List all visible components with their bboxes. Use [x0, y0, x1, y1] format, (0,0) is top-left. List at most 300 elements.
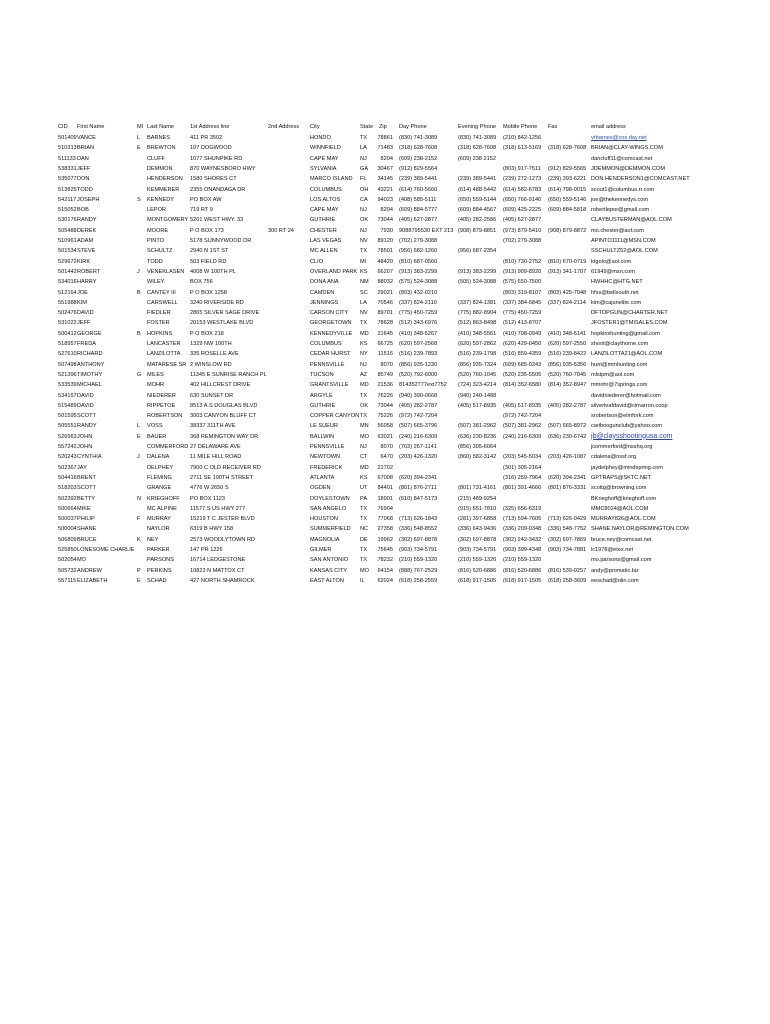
cell-day-phone: (336) 548-8552 — [399, 526, 438, 533]
cell-zip: 8204 — [380, 155, 393, 162]
cell-zip: 85749 — [377, 371, 393, 378]
cell-email: mmohr@7springs.com — [591, 382, 648, 389]
cell-mi: L — [137, 135, 141, 141]
cell-first-name: KIM — [77, 299, 87, 306]
cell-address-1: 16714 LEDGESTONE — [190, 557, 246, 564]
cell-city: GRANTSVILLE — [310, 382, 349, 389]
cell-email: APINTO1111@MSN.COM — [591, 238, 656, 244]
cell-first-name: BETTY — [77, 495, 96, 502]
cell-cid: 518203 — [58, 485, 77, 492]
cell-day-phone: (702) 279-3088 — [399, 238, 438, 244]
table-row — [0, 143, 770, 153]
cell-cid: 506809 — [58, 536, 77, 543]
cell-city: GEORGETOWN — [310, 320, 352, 327]
table-row — [0, 504, 770, 514]
cell-state: MN — [360, 423, 369, 430]
cell-fax: (516) 239-8422 — [548, 351, 587, 358]
cell-mobile-phone: (301) 305-2164 — [503, 464, 542, 471]
cell-day-phone: (620) 597-2568 — [399, 341, 438, 347]
cell-fax: (903) 734-7881 — [548, 547, 587, 553]
cell-mobile-phone: (816) 520-6886 — [503, 567, 542, 574]
cell-cid: 513825 — [58, 186, 77, 193]
cell-evening-phone: (816) 520-6886 — [458, 567, 497, 574]
cell-evening-phone: (410) 348-5561 — [458, 330, 497, 337]
cell-last-name: MILES — [147, 371, 164, 378]
cell-state: TX — [360, 516, 368, 523]
cell-address-1: 147 PR 1226 — [190, 547, 223, 553]
cell-mobile-phone: (609) 685-0243 — [503, 361, 542, 368]
cell-address-1: 11577 S US HWY 277 — [190, 505, 246, 512]
cell-city: OVERLAND PARK — [310, 268, 358, 275]
cell-email: mo.parsons@gmail.com — [591, 557, 652, 564]
cell-mi: P — [137, 567, 141, 574]
cell-cid: 551988 — [58, 299, 77, 306]
cell-address-1: 503 FIELD RD — [190, 258, 227, 265]
cell-address-1: P O BOX 173 — [190, 227, 224, 234]
cell-last-name: SCHAD — [147, 577, 167, 584]
cell-city: MARCO ISLAND — [310, 176, 353, 183]
cell-first-name: ANDREW — [77, 567, 102, 574]
table-row — [0, 432, 770, 442]
cell-first-name: ROBERT — [77, 268, 101, 275]
cell-state: FL — [360, 176, 367, 183]
cell-mi: E — [137, 145, 141, 152]
cell-last-name: COMMERFORD — [147, 444, 189, 450]
table-row — [0, 452, 770, 462]
cell-first-name: MIKE — [77, 505, 91, 512]
cell-city: SUMMERFIELD — [310, 526, 351, 533]
cell-zip: 73044 — [377, 402, 393, 409]
cell-state: CT — [360, 454, 368, 461]
cell-address-1: 20153 WESTLAKE BLVD — [190, 320, 254, 327]
cell-state: TX — [360, 557, 368, 564]
cell-day-phone: (888) 767-2529 — [399, 567, 438, 574]
cell-fax: (614) 798-0015 — [548, 186, 587, 193]
cell-state: OK — [360, 402, 369, 409]
cell-email: joe@thekennedys.com — [591, 196, 648, 203]
cell-mi: B — [137, 330, 141, 337]
cell-last-name: NIEDERER — [147, 392, 176, 399]
header-last-name: Last Name — [147, 124, 175, 130]
cell-mobile-phone: (801) 391-4666 — [503, 485, 542, 492]
cell-evening-phone: (908) 879-8851 — [458, 227, 497, 234]
cell-address-1: 27 DELAWARE AVE — [190, 444, 241, 450]
cell-last-name: VOSS — [147, 423, 163, 430]
cell-email: LANZILOTTA21@AOL.COM — [591, 351, 663, 358]
cell-zip: 75226 — [377, 413, 393, 420]
cell-address-1: 5201 WEST HWY. 33 — [190, 217, 244, 224]
cell-fax: (336) 548-7752 — [548, 526, 587, 533]
cell-address-1: 107 DOGWOOD — [190, 145, 232, 152]
cell-day-phone: (620) 394-2341 — [399, 474, 438, 481]
cell-last-name: KEMMERER — [147, 186, 180, 193]
cell-mi: S — [137, 196, 141, 203]
cell-zip: 77068 — [377, 516, 393, 523]
cell-last-name: DALENA — [147, 454, 170, 461]
cell-mobile-phone: (973) 879-5410 — [503, 227, 542, 234]
cell-address-2: 300 RT 24 — [268, 227, 294, 234]
cell-city: JENNINGS — [310, 299, 339, 306]
cell-state: NC — [360, 526, 369, 533]
cell-day-phone: (337) 824-2110 — [399, 299, 437, 306]
cell-last-name: ROBERTSON — [147, 413, 183, 420]
table-row — [0, 195, 770, 205]
table-row — [0, 288, 770, 298]
cell-city: ATLANTA — [310, 474, 335, 481]
header-address-1: 1st Address line — [190, 124, 230, 130]
cell-zip: 71483 — [377, 145, 393, 152]
cell-day-phone: (507) 665-3796 — [399, 423, 438, 430]
cell-email: cariboogunclub@yahoo.com — [591, 423, 662, 430]
cell-first-name: LONESOME CHARLIE — [77, 547, 135, 553]
cell-cid: 502476 — [58, 310, 77, 317]
cell-fax: (609) 884-5818 — [548, 207, 587, 214]
cell-last-name: PERKINS — [147, 567, 172, 574]
cell-email: CLAYBUSTERMAN@AOL.COM — [591, 217, 672, 224]
cell-day-phone: (775) 450-7259 — [399, 310, 438, 317]
table-row — [0, 174, 770, 184]
cell-address-1: P O BOX 1258 — [190, 289, 227, 296]
cell-state: MD — [360, 382, 369, 389]
cell-mobile-phone: (618) 917-1505 — [503, 577, 542, 584]
cell-cid: 500664 — [58, 505, 77, 512]
cell-evening-phone: (956) 687-2354 — [458, 248, 497, 255]
cell-zip: 11516 — [377, 351, 393, 358]
cell-city: SAN ANGELO — [310, 505, 347, 512]
table-row — [0, 329, 770, 339]
cell-evening-phone: (856) 935-7324 — [458, 361, 497, 368]
cell-evening-phone: (609) 238 2152 — [458, 155, 496, 162]
cell-day-phone: (609) 884-5777 — [399, 207, 438, 214]
cell-last-name: CANTEY III — [147, 289, 176, 296]
cell-cid: 505732 — [58, 567, 77, 574]
cell-email: bruce.ney@comcast.net — [591, 536, 652, 543]
cell-city: CLIO — [310, 258, 324, 265]
cell-address-1: PO BOX AW — [190, 196, 222, 203]
cell-email: SHANE.NAYLOR@REMINGTON.COM — [591, 526, 689, 533]
cell-mobile-phone: (210) 559-1320 — [503, 557, 542, 564]
table-row — [0, 401, 770, 411]
cell-mi: B — [137, 289, 141, 296]
cell-cid: 530176 — [58, 217, 77, 224]
cell-cid: 510313 — [58, 145, 77, 152]
cell-email: hunt@mmhunting.com — [591, 361, 648, 368]
cell-zip: 8204 — [380, 207, 393, 214]
cell-day-phone: (610) 847-5173 — [399, 495, 438, 502]
table-row — [0, 154, 770, 164]
cell-day-phone: (913) 383-2299 — [399, 268, 438, 275]
cell-zip: 88032 — [377, 279, 393, 286]
cell-zip: 8070 — [380, 444, 393, 450]
cell-last-name: MONTGOMERY — [147, 217, 189, 224]
cell-cid: 502367 — [58, 464, 77, 471]
cell-city: FREDERICK — [310, 464, 343, 471]
cell-address-1: P O BOX 218 — [190, 330, 224, 337]
table-row — [0, 226, 770, 236]
cell-cid: 504416 — [58, 474, 77, 481]
cell-last-name: FOSTER — [147, 320, 170, 327]
cell-cid: 557115 — [58, 577, 77, 584]
cell-first-name: CYNTHIA — [77, 454, 102, 461]
cell-evening-phone: (860) 582-3142 — [458, 454, 497, 461]
cell-email: JFOSTER1@TMISALES.COM — [591, 320, 668, 327]
cell-mi: F — [137, 516, 141, 523]
cell-first-name: JOHN — [77, 433, 93, 440]
cell-mi: G — [137, 371, 142, 378]
cell-first-name: SHANE — [77, 526, 97, 533]
cell-mi: J — [137, 454, 140, 461]
cell-first-name: DAVID — [77, 392, 94, 399]
cell-city: MAGNOLIA — [310, 536, 340, 543]
cell-address-1: BOX 756 — [190, 279, 213, 286]
table-row — [0, 185, 770, 195]
cell-fax: (520) 760-7045 — [548, 371, 587, 378]
cell-mobile-phone: (337) 384-6845 — [503, 299, 542, 306]
cell-address-1: 402 HILLCREST DRIVE — [190, 382, 251, 389]
cell-email: mo.chester@aol.com — [591, 227, 644, 234]
cell-city: COLUMBUS — [310, 186, 342, 193]
cell-state: TX — [360, 413, 368, 420]
cell-zip: 34145 — [377, 176, 393, 183]
cell-email: dancluff11@comcast.net — [591, 155, 653, 162]
cell-email: SSCHULTZ52@AOL.COM — [591, 248, 658, 255]
table-row — [0, 277, 770, 287]
cell-first-name: SCOTT — [77, 413, 96, 420]
cell-state: MD — [360, 330, 369, 337]
cell-state: IL — [360, 577, 365, 584]
cell-first-name: RANDY — [77, 217, 97, 224]
cell-first-name: VANCE — [77, 135, 96, 141]
cell-first-name: JOSEPH — [77, 196, 100, 203]
cell-last-name: MC ALPINE — [147, 505, 177, 512]
cell-evening-phone: (505) 524-3088 — [458, 279, 497, 286]
cell-day-phone: (903) 734-5791 — [399, 547, 438, 553]
cell-zip: 7930 — [380, 227, 393, 234]
cell-cid: 502392 — [58, 495, 77, 502]
cell-city: GILMER — [310, 547, 332, 553]
cell-email: eeschad@olin.com — [591, 577, 639, 584]
cell-evening-phone: (507) 381-2962 — [458, 423, 497, 430]
table-row — [0, 545, 770, 555]
cell-zip: 94023 — [377, 196, 393, 203]
cell-zip: 66725 — [377, 341, 393, 347]
cell-fax: (913) 341-1707 — [548, 268, 587, 275]
cell-last-name: CLUFF — [147, 155, 166, 162]
cell-address-1: 7900 C OLD RECEIVER RD — [190, 464, 261, 471]
table-row — [0, 257, 770, 267]
cell-last-name: CARSWELL — [147, 299, 178, 306]
cell-evening-phone: (801) 731-4161 — [458, 485, 497, 492]
cell-email-link[interactable]: vrbarnes@cox.day.net — [591, 135, 647, 141]
cell-state: TX — [360, 320, 368, 327]
cell-cid: 525850 — [58, 547, 77, 553]
cell-zip: 43221 — [377, 186, 393, 193]
cell-email: BRIAN@CLAY-WINGS.COM — [591, 145, 663, 152]
cell-address-1: 10823 N MATTOX CT — [190, 567, 245, 574]
cell-mobile-phone: (405) 517-8935 — [503, 402, 542, 409]
cell-fax: (636) 230-6742 — [548, 433, 587, 440]
cell-day-phone: (713) 626-1843 — [399, 516, 438, 523]
cell-state: CA — [360, 196, 368, 203]
cell-address-1: 4776 W 2650 S — [190, 485, 229, 492]
cell-email: MMC8024@AOL.COM — [591, 505, 649, 512]
cell-zip: 89120 — [377, 238, 393, 244]
cell-last-name: SCHULTZ — [147, 248, 173, 255]
cell-first-name: DAVID — [77, 310, 94, 317]
cell-address-1: 427 NORTH SHAMROCK — [190, 577, 255, 584]
table-row — [0, 267, 770, 277]
cell-day-phone: (856) 935-1230 — [399, 361, 438, 368]
cell-fax: (318) 628-7608 — [548, 145, 587, 152]
cell-state: PA — [360, 495, 368, 502]
cell-email: kim@cajunelite.com — [591, 299, 642, 306]
cell-evening-phone: (614) 488-5442 — [458, 186, 497, 193]
cell-email: GPTRAPS@SKTC.NET — [591, 474, 652, 481]
cell-last-name: LEPOR — [147, 207, 166, 214]
cell-last-name: DELPHEY — [147, 464, 174, 471]
header-state: State — [360, 124, 374, 130]
cell-cid: 501442 — [58, 268, 77, 275]
cell-email: cdalena@nssf.org — [591, 454, 637, 461]
cell-last-name: FLEMING — [147, 474, 172, 481]
cell-state: AZ — [360, 371, 368, 378]
cell-first-name: JOE — [77, 289, 88, 296]
cell-cid: 515052 — [58, 207, 77, 214]
cell-mobile-phone: (702) 279-3088 — [503, 238, 542, 244]
cell-zip: 29021 — [377, 289, 393, 296]
cell-day-phone: (240) 216-6309 — [399, 433, 438, 440]
cell-cid: 534157 — [58, 392, 77, 399]
cell-last-name: MOHR — [147, 382, 165, 389]
cell-day-phone: (516) 239-7893 — [399, 351, 438, 358]
cell-fax: (410) 348-5141 — [548, 330, 587, 337]
cell-mobile-phone: (318) 613-5169 — [503, 145, 542, 152]
cell-cid: 511133 — [58, 155, 76, 162]
cell-address-1: 2573 WOODLYTOWN RD — [190, 536, 256, 543]
cell-city: SAN ANTONIO — [310, 557, 349, 564]
cell-state: NJ — [360, 227, 367, 234]
cell-city: MC ALLEN — [310, 248, 338, 255]
cell-evening-phone: (512) 863-8498 — [458, 320, 497, 327]
cell-city: CEDAR HURST — [310, 351, 351, 358]
cell-last-name: LANCASTER — [147, 341, 181, 347]
cell-city: DONA ANA — [310, 279, 339, 286]
table-row — [0, 442, 770, 452]
cell-mi: E — [137, 433, 141, 440]
cell-last-name: KRIEGHOFF — [147, 495, 180, 502]
cell-city: GUTHRIE — [310, 402, 336, 409]
cell-email-link[interactable]: jb@claysshootingusa.com — [591, 432, 673, 440]
cell-last-name: GRANGE — [147, 485, 172, 492]
cell-evening-phone: (239) 389-5441 — [458, 176, 497, 183]
cell-fax: (801) 876-3331 — [548, 485, 587, 492]
cell-day-phone: (302) 697-8878 — [399, 536, 438, 543]
cell-mobile-phone: (516) 859-4359 — [503, 351, 542, 358]
cell-address-1: 870 WAYNESBORO HWY — [190, 165, 256, 172]
cell-city: CAPE MAY — [310, 207, 339, 214]
cell-mobile-phone: (325) 656-6319 — [503, 505, 542, 512]
cell-first-name: BRUCE — [77, 536, 97, 543]
cell-address-1: 1077 SHUNPIKE RD — [190, 155, 243, 162]
cell-day-phone: (520) 792-6000 — [399, 371, 438, 378]
cell-mobile-phone: (239) 272-1273 — [503, 176, 542, 183]
cell-fax: (856) 935-5356 — [548, 361, 587, 368]
cell-city: OGDEN — [310, 485, 331, 492]
cell-city: LOS ALTOS — [310, 196, 341, 203]
cell-fax: (337) 824-2114 — [548, 299, 586, 306]
table-row — [0, 524, 770, 534]
cell-evening-phone: (302) 697-8878 — [458, 536, 497, 543]
cell-state: NJ — [360, 207, 367, 214]
table-row — [0, 391, 770, 401]
cell-state: DE — [360, 536, 368, 543]
table-row — [0, 483, 770, 493]
cell-day-phone: 814352777ext7752 — [399, 382, 447, 389]
cell-day-phone: (609) 238-2152 — [399, 155, 438, 162]
cell-address-1: 38337 311TH AVE — [190, 423, 236, 430]
cell-fax: (620) 597-2550 — [548, 341, 587, 347]
cell-address-1: 1580 SHORES CT — [190, 176, 237, 183]
cell-zip: 21536 — [377, 382, 393, 389]
cell-email: 61949@msn.com — [591, 268, 635, 275]
cell-state: TX — [360, 135, 368, 141]
cell-last-name: PARSONS — [147, 557, 174, 564]
cell-state: TX — [360, 248, 368, 255]
cell-city: KANSAS CITY — [310, 567, 347, 574]
cell-address-1: 11 MILE HILL ROAD — [190, 454, 242, 461]
cell-mobile-phone: (650) 766-9146 — [503, 196, 542, 203]
table-row — [0, 236, 770, 246]
cell-day-phone: (803) 432-0210 — [399, 289, 438, 296]
header-fax: Fax — [548, 124, 558, 130]
cell-fax: (803) 425-7048 — [548, 289, 587, 296]
cell-zip: 21702 — [377, 464, 393, 471]
cell-first-name: TIMOTHY — [77, 371, 103, 378]
cell-zip: 66207 — [377, 268, 393, 275]
cell-day-phone: (405) 282-2787 — [399, 402, 438, 409]
cell-mi: K — [137, 536, 141, 543]
cell-mobile-phone: (913) 909-8920 — [503, 268, 542, 275]
table-row — [0, 215, 770, 225]
cell-city: LE SUEUR — [310, 423, 338, 430]
cell-cid: 533539 — [58, 382, 77, 389]
table-row — [0, 535, 770, 545]
cell-mobile-phone: (803) 917-7511 — [503, 165, 541, 172]
cell-first-name: SCOTT — [77, 485, 96, 492]
table-row — [0, 370, 770, 380]
cell-fax: (618) 258-3609 — [548, 577, 587, 584]
cell-evening-phone: (405) 282-2586 — [458, 217, 497, 224]
cell-mobile-phone: (814) 352-6580 — [503, 382, 542, 389]
cell-day-phone: (972) 742-7204 — [399, 413, 438, 420]
cell-evening-phone: (915) 651-7810 — [458, 505, 497, 512]
cell-email: andy@promatic.biz — [591, 567, 639, 574]
cell-first-name: DEREK — [77, 227, 97, 234]
cell-evening-phone: (516) 239-1798 — [458, 351, 497, 358]
cell-last-name: KENNEDY — [147, 196, 175, 203]
cell-mi: J — [137, 268, 140, 275]
table-row — [0, 566, 770, 576]
cell-email: DON.HENDERSON1@COMCAST.NET — [591, 176, 690, 183]
cell-zip: 70546 — [377, 299, 393, 306]
cell-zip: 30467 — [377, 165, 393, 172]
cell-day-phone: (912) 829-5564 — [399, 165, 438, 172]
cell-day-phone: (512) 343-6976 — [399, 320, 438, 327]
cell-state: KS — [360, 341, 368, 347]
cell-first-name: RICHARD — [77, 351, 103, 358]
cell-mobile-phone: (810) 730-2752 — [503, 258, 542, 265]
cell-day-phone: (405) 627-2877 — [399, 217, 438, 224]
